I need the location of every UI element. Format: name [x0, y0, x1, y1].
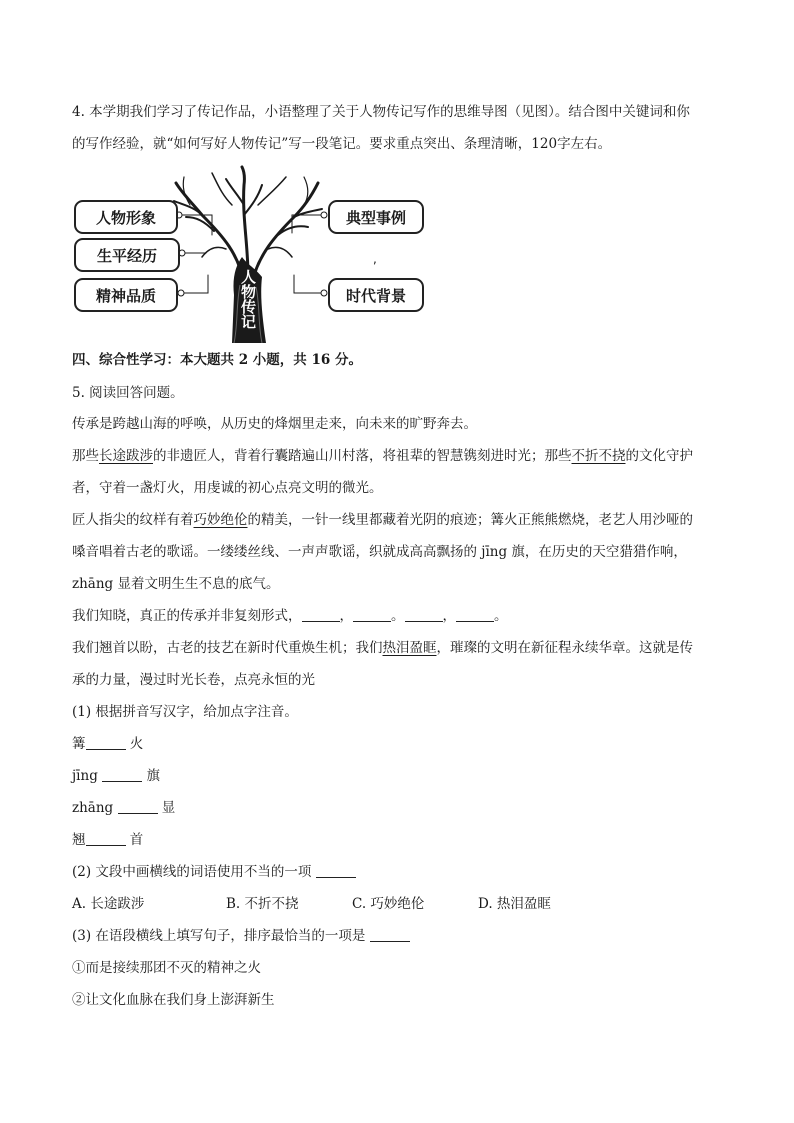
- pinyin-item-3: [72, 798, 175, 818]
- fill-blank-4[interactable]: [456, 607, 494, 622]
- q4-line-1: 4. 本学期我们学习了传记作品，小语整理了关于人物传记写作的思维导图（见图）。结合图中关键词和你: [72, 104, 690, 120]
- svg-text:,: ,: [373, 252, 377, 266]
- answer-blank[interactable]: [316, 863, 356, 878]
- q5-paragraph-2-line-2: 者，守着一盏灯火，用虔诚的初心点亮文明的微光。: [72, 480, 383, 496]
- q5-paragraph-5-line-2: 承的力量，漫过时光长卷，点亮永恒的光: [72, 672, 315, 688]
- item-char: 火: [129, 736, 144, 752]
- text-segment: ，璀璨的文明在新征程永续华章。这就是传: [436, 640, 693, 656]
- underlined-word-1: 长途跋涉: [99, 448, 153, 464]
- mindmap-box-era-background: 时代背景: [328, 278, 424, 312]
- pinyin-item-1: [72, 734, 143, 754]
- punctuation: 。: [391, 608, 405, 624]
- text-segment: 我们知晓，真正的传承并非复刻形式，: [72, 608, 302, 624]
- item-char: 显: [161, 800, 176, 816]
- q5-paragraph-1: 传承是跨越山海的呼唤，从历史的烽烟里走来，向未来的旷野奔去。: [72, 416, 477, 432]
- answer-blank[interactable]: [86, 831, 126, 846]
- tree-trunk-label: 人物传记: [239, 269, 257, 329]
- text-segment: 那些: [72, 448, 99, 464]
- q5-paragraph-3-line-2: 嗓音唱着古老的歌谣。一缕缕丝线、一声声歌谣，织就成高高飘扬的 jīng 旗，在历史的天空猎猎作响，: [72, 544, 687, 560]
- item-char: 旗: [146, 768, 160, 784]
- fill-blank-3[interactable]: [405, 607, 443, 622]
- q5-title: 5. 阅读回答问题。: [72, 385, 184, 401]
- q5-paragraph-3-line-3: zhāng 显着文明生生不息的底气。: [72, 576, 280, 592]
- text-segment: 的文化守护: [625, 448, 693, 464]
- answer-blank[interactable]: [86, 735, 126, 750]
- item-char: 翘: [72, 832, 86, 848]
- question-text: (2) 文段中画横线的词语使用不当的一项: [72, 864, 312, 880]
- mindmap-box-spiritual-quality: 精神品质: [74, 278, 178, 312]
- section-heading: 四、综合性学习：本大题共 2 小题，共 16 分。: [72, 352, 362, 368]
- sentence-item-1: ①而是接续那团不灭的精神之火: [72, 960, 261, 976]
- q5-paragraph-3-line-1: [72, 510, 693, 530]
- punctuation: ，: [339, 608, 353, 624]
- item-pinyin: zhāng: [72, 800, 114, 816]
- mindmap-box-life-experience: 生平经历: [74, 238, 180, 272]
- q5-paragraph-2-line-1: [72, 446, 693, 466]
- answer-blank[interactable]: [118, 799, 158, 814]
- underlined-word-4: 热泪盈眶: [382, 640, 437, 656]
- text-segment: 的精美，一针一线里都藏着光阴的痕迹；篝火正熊熊燃烧，老艺人用沙哑的: [247, 512, 693, 528]
- item-char: 首: [129, 832, 144, 848]
- mindmap-box-typical-examples: 典型事例: [328, 200, 424, 234]
- mind-map-figure: [72, 165, 424, 343]
- sub-question-2: [72, 862, 356, 882]
- fill-blank-2[interactable]: [353, 607, 391, 622]
- underlined-word-2: 不折不挠: [571, 448, 626, 464]
- text-segment: 匠人指尖的纹样有着: [72, 512, 194, 528]
- q5-paragraph-5-line-1: [72, 638, 693, 658]
- pinyin-item-2: [72, 766, 160, 786]
- question-text: (3) 在语段横线上填写句子，排序最恰当的一项是: [72, 928, 366, 944]
- answer-blank[interactable]: [370, 927, 410, 942]
- text-segment: 的非遗匠人，背着行囊踏遍山川村落，将祖辈的智慧镌刻进时光；那些: [153, 448, 572, 464]
- sub-question-1: (1) 根据拼音写汉字，给加点字注音。: [72, 704, 298, 720]
- punctuation: 。: [494, 608, 508, 624]
- item-pinyin: jīng: [72, 768, 98, 784]
- mindmap-box-character-image: 人物形象: [74, 200, 178, 234]
- q5-paragraph-4: [72, 606, 508, 626]
- sub-question-3: [72, 926, 410, 946]
- punctuation: ，: [442, 608, 456, 624]
- q4-line-2: 的写作经验，就“如何写好人物传记”写一段笔记。要求重点突出、条理清晰，120字左右。: [72, 136, 612, 152]
- text-segment: 我们翘首以盼，古老的技艺在新时代重焕生机；我们: [72, 640, 383, 656]
- option-d[interactable]: D. 热泪盈眶: [478, 896, 551, 912]
- answer-blank[interactable]: [102, 767, 142, 782]
- option-c[interactable]: C. 巧妙绝伦: [352, 896, 425, 912]
- option-b[interactable]: B. 不折不挠: [226, 896, 299, 912]
- option-a[interactable]: A. 长途跋涉: [72, 896, 145, 912]
- item-char: 篝: [72, 736, 86, 752]
- pinyin-item-4: [72, 830, 143, 850]
- fill-blank-1[interactable]: [302, 607, 340, 622]
- underlined-word-3: 巧妙绝伦: [193, 512, 248, 528]
- sentence-item-2: ②让文化血脉在我们身上澎湃新生: [72, 992, 275, 1008]
